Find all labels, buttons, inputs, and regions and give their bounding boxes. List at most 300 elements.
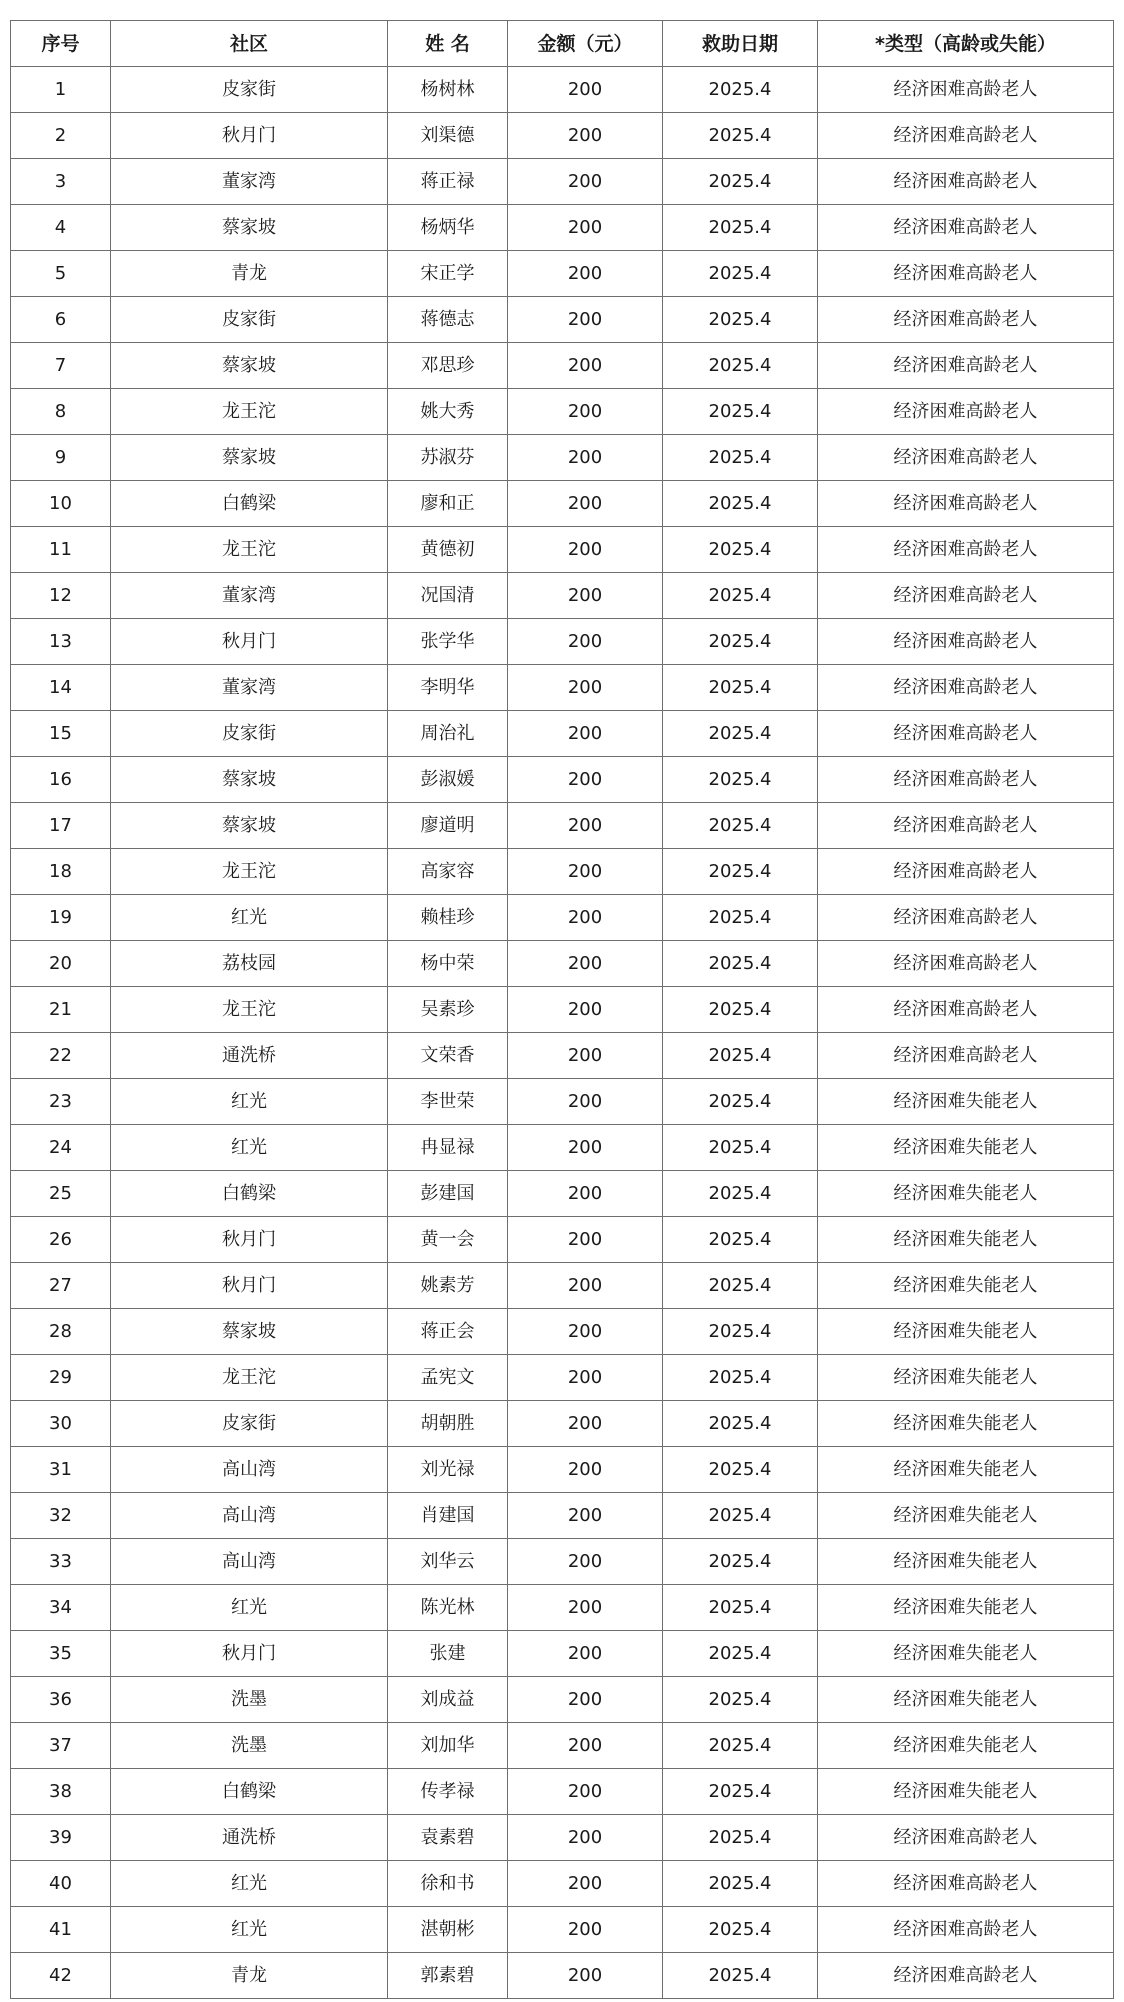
cell-assistance-date: 2025.4 [663, 159, 818, 205]
cell-serial-number: 12 [11, 573, 111, 619]
cell-serial-number: 33 [11, 1539, 111, 1585]
cell-assistance-date: 2025.4 [663, 1033, 818, 1079]
cell-assistance-date: 2025.4 [663, 1723, 818, 1769]
cell-community: 红光 [111, 1125, 388, 1171]
cell-assistance-date: 2025.4 [663, 1447, 818, 1493]
cell-community: 秋月门 [111, 1217, 388, 1263]
cell-serial-number: 5 [11, 251, 111, 297]
cell-community: 蔡家坡 [111, 205, 388, 251]
cell-assistance-date: 2025.4 [663, 895, 818, 941]
cell-assistance-date: 2025.4 [663, 1953, 818, 1999]
cell-community: 董家湾 [111, 573, 388, 619]
cell-serial-number: 13 [11, 619, 111, 665]
cell-assistance-date: 2025.4 [663, 251, 818, 297]
cell-serial-number: 27 [11, 1263, 111, 1309]
cell-name: 徐和书 [388, 1861, 508, 1907]
cell-assistance-date: 2025.4 [663, 757, 818, 803]
cell-type: 经济困难失能老人 [818, 1539, 1114, 1585]
cell-amount: 200 [508, 297, 663, 343]
cell-type: 经济困难高龄老人 [818, 67, 1114, 113]
cell-assistance-date: 2025.4 [663, 1539, 818, 1585]
cell-type: 经济困难高龄老人 [818, 343, 1114, 389]
table-body [11, 67, 1114, 1999]
table-row [11, 1723, 1114, 1769]
cell-amount: 200 [508, 1631, 663, 1677]
table-row [11, 1493, 1114, 1539]
cell-name: 郭素碧 [388, 1953, 508, 1999]
table-row [11, 527, 1114, 573]
cell-assistance-date: 2025.4 [663, 297, 818, 343]
cell-amount: 200 [508, 573, 663, 619]
cell-type: 经济困难高龄老人 [818, 895, 1114, 941]
cell-serial-number: 17 [11, 803, 111, 849]
table-row [11, 389, 1114, 435]
cell-serial-number: 24 [11, 1125, 111, 1171]
cell-assistance-date: 2025.4 [663, 1677, 818, 1723]
cell-type: 经济困难高龄老人 [818, 481, 1114, 527]
cell-name: 刘渠德 [388, 113, 508, 159]
cell-assistance-date: 2025.4 [663, 1401, 818, 1447]
cell-name: 孟宪文 [388, 1355, 508, 1401]
cell-name: 刘加华 [388, 1723, 508, 1769]
cell-amount: 200 [508, 435, 663, 481]
cell-type: 经济困难高龄老人 [818, 757, 1114, 803]
cell-amount: 200 [508, 527, 663, 573]
cell-assistance-date: 2025.4 [663, 1125, 818, 1171]
cell-amount: 200 [508, 389, 663, 435]
cell-assistance-date: 2025.4 [663, 619, 818, 665]
cell-community: 蔡家坡 [111, 343, 388, 389]
cell-community: 通洗桥 [111, 1815, 388, 1861]
cell-assistance-date: 2025.4 [663, 1355, 818, 1401]
cell-type: 经济困难高龄老人 [818, 1861, 1114, 1907]
cell-serial-number: 41 [11, 1907, 111, 1953]
cell-amount: 200 [508, 1033, 663, 1079]
cell-name: 肖建国 [388, 1493, 508, 1539]
cell-name: 黄德初 [388, 527, 508, 573]
table-row [11, 1953, 1114, 1999]
cell-type: 经济困难高龄老人 [818, 251, 1114, 297]
table-row [11, 1677, 1114, 1723]
cell-name: 吴素珍 [388, 987, 508, 1033]
cell-assistance-date: 2025.4 [663, 67, 818, 113]
cell-name: 陈光林 [388, 1585, 508, 1631]
cell-name: 李世荣 [388, 1079, 508, 1125]
cell-community: 红光 [111, 1907, 388, 1953]
cell-community: 龙王沱 [111, 1355, 388, 1401]
cell-community: 洗墨 [111, 1677, 388, 1723]
cell-community: 皮家街 [111, 1401, 388, 1447]
cell-name: 杨炳华 [388, 205, 508, 251]
cell-serial-number: 40 [11, 1861, 111, 1907]
cell-community: 红光 [111, 895, 388, 941]
cell-amount: 200 [508, 849, 663, 895]
cell-community: 青龙 [111, 251, 388, 297]
cell-serial-number: 37 [11, 1723, 111, 1769]
cell-name: 蒋正会 [388, 1309, 508, 1355]
cell-community: 蔡家坡 [111, 803, 388, 849]
cell-type: 经济困难高龄老人 [818, 297, 1114, 343]
cell-community: 红光 [111, 1079, 388, 1125]
cell-community: 高山湾 [111, 1539, 388, 1585]
cell-serial-number: 28 [11, 1309, 111, 1355]
table-row [11, 1355, 1114, 1401]
cell-assistance-date: 2025.4 [663, 113, 818, 159]
assistance-roster-table [10, 20, 1114, 1999]
table-row [11, 1769, 1114, 1815]
cell-name: 赖桂珍 [388, 895, 508, 941]
cell-serial-number: 35 [11, 1631, 111, 1677]
cell-serial-number: 21 [11, 987, 111, 1033]
cell-assistance-date: 2025.4 [663, 1309, 818, 1355]
cell-community: 蔡家坡 [111, 1309, 388, 1355]
cell-serial-number: 34 [11, 1585, 111, 1631]
cell-assistance-date: 2025.4 [663, 1263, 818, 1309]
cell-serial-number: 4 [11, 205, 111, 251]
table-row [11, 205, 1114, 251]
cell-amount: 200 [508, 1217, 663, 1263]
cell-amount: 200 [508, 1355, 663, 1401]
cell-amount: 200 [508, 1309, 663, 1355]
cell-serial-number: 20 [11, 941, 111, 987]
table-row [11, 573, 1114, 619]
cell-community: 红光 [111, 1861, 388, 1907]
table-row [11, 941, 1114, 987]
header-assistance-date: 救助日期 [663, 21, 818, 67]
cell-name: 湛朝彬 [388, 1907, 508, 1953]
cell-assistance-date: 2025.4 [663, 343, 818, 389]
cell-name: 姚大秀 [388, 389, 508, 435]
cell-name: 张学华 [388, 619, 508, 665]
cell-type: 经济困难失能老人 [818, 1401, 1114, 1447]
cell-community: 皮家街 [111, 67, 388, 113]
cell-community: 白鹤梁 [111, 1171, 388, 1217]
cell-name: 刘华云 [388, 1539, 508, 1585]
cell-amount: 200 [508, 895, 663, 941]
cell-amount: 200 [508, 481, 663, 527]
cell-name: 李明华 [388, 665, 508, 711]
cell-type: 经济困难失能老人 [818, 1677, 1114, 1723]
table-row [11, 251, 1114, 297]
cell-type: 经济困难高龄老人 [818, 1953, 1114, 1999]
cell-type: 经济困难失能老人 [818, 1171, 1114, 1217]
cell-name: 杨中荣 [388, 941, 508, 987]
cell-name: 苏淑芬 [388, 435, 508, 481]
header-type: *类型（高龄或失能） [818, 21, 1114, 67]
table-row [11, 895, 1114, 941]
cell-type: 经济困难高龄老人 [818, 803, 1114, 849]
cell-community: 蔡家坡 [111, 757, 388, 803]
cell-amount: 200 [508, 757, 663, 803]
cell-serial-number: 2 [11, 113, 111, 159]
cell-community: 龙王沱 [111, 527, 388, 573]
cell-name: 刘成益 [388, 1677, 508, 1723]
cell-community: 高山湾 [111, 1493, 388, 1539]
cell-community: 董家湾 [111, 159, 388, 205]
cell-serial-number: 39 [11, 1815, 111, 1861]
cell-amount: 200 [508, 1263, 663, 1309]
cell-serial-number: 18 [11, 849, 111, 895]
cell-assistance-date: 2025.4 [663, 665, 818, 711]
cell-amount: 200 [508, 1953, 663, 1999]
cell-community: 龙王沱 [111, 849, 388, 895]
table-row [11, 1309, 1114, 1355]
table-row [11, 67, 1114, 113]
table-row [11, 1907, 1114, 1953]
cell-type: 经济困难高龄老人 [818, 665, 1114, 711]
cell-assistance-date: 2025.4 [663, 1217, 818, 1263]
cell-assistance-date: 2025.4 [663, 205, 818, 251]
cell-name: 胡朝胜 [388, 1401, 508, 1447]
cell-serial-number: 9 [11, 435, 111, 481]
cell-name: 宋正学 [388, 251, 508, 297]
cell-community: 秋月门 [111, 619, 388, 665]
cell-amount: 200 [508, 67, 663, 113]
cell-serial-number: 38 [11, 1769, 111, 1815]
cell-assistance-date: 2025.4 [663, 527, 818, 573]
cell-serial-number: 3 [11, 159, 111, 205]
cell-type: 经济困难失能老人 [818, 1493, 1114, 1539]
cell-community: 青龙 [111, 1953, 388, 1999]
cell-assistance-date: 2025.4 [663, 1861, 818, 1907]
cell-amount: 200 [508, 343, 663, 389]
table-row [11, 297, 1114, 343]
cell-serial-number: 8 [11, 389, 111, 435]
cell-name: 传孝禄 [388, 1769, 508, 1815]
cell-serial-number: 16 [11, 757, 111, 803]
cell-name: 文荣香 [388, 1033, 508, 1079]
cell-community: 龙王沱 [111, 987, 388, 1033]
table-row [11, 1171, 1114, 1217]
table-row [11, 1263, 1114, 1309]
cell-name: 廖道明 [388, 803, 508, 849]
cell-amount: 200 [508, 1539, 663, 1585]
cell-type: 经济困难高龄老人 [818, 941, 1114, 987]
header-amount: 金额（元） [508, 21, 663, 67]
cell-amount: 200 [508, 1125, 663, 1171]
cell-serial-number: 31 [11, 1447, 111, 1493]
cell-assistance-date: 2025.4 [663, 1079, 818, 1125]
cell-serial-number: 25 [11, 1171, 111, 1217]
cell-community: 洗墨 [111, 1723, 388, 1769]
cell-type: 经济困难失能老人 [818, 1125, 1114, 1171]
document-sheet [10, 20, 1113, 1999]
cell-amount: 200 [508, 619, 663, 665]
table-row [11, 481, 1114, 527]
cell-community: 秋月门 [111, 113, 388, 159]
cell-assistance-date: 2025.4 [663, 849, 818, 895]
cell-assistance-date: 2025.4 [663, 573, 818, 619]
cell-community: 皮家街 [111, 297, 388, 343]
table-row [11, 665, 1114, 711]
table-row [11, 1585, 1114, 1631]
table-row [11, 1217, 1114, 1263]
cell-community: 红光 [111, 1585, 388, 1631]
table-row [11, 1447, 1114, 1493]
table-row [11, 619, 1114, 665]
table-row [11, 1079, 1114, 1125]
cell-type: 经济困难失能老人 [818, 1217, 1114, 1263]
cell-type: 经济困难失能老人 [818, 1631, 1114, 1677]
cell-name: 黄一会 [388, 1217, 508, 1263]
cell-amount: 200 [508, 1769, 663, 1815]
cell-type: 经济困难高龄老人 [818, 113, 1114, 159]
cell-type: 经济困难失能老人 [818, 1447, 1114, 1493]
header-name: 姓 名 [388, 21, 508, 67]
cell-assistance-date: 2025.4 [663, 1907, 818, 1953]
cell-community: 高山湾 [111, 1447, 388, 1493]
cell-name: 廖和正 [388, 481, 508, 527]
cell-serial-number: 19 [11, 895, 111, 941]
table-row [11, 113, 1114, 159]
cell-assistance-date: 2025.4 [663, 1769, 818, 1815]
cell-community: 董家湾 [111, 665, 388, 711]
cell-assistance-date: 2025.4 [663, 1815, 818, 1861]
cell-name: 高家容 [388, 849, 508, 895]
cell-name: 袁素碧 [388, 1815, 508, 1861]
cell-type: 经济困难高龄老人 [818, 849, 1114, 895]
cell-amount: 200 [508, 1815, 663, 1861]
cell-assistance-date: 2025.4 [663, 941, 818, 987]
cell-community: 白鹤梁 [111, 1769, 388, 1815]
cell-assistance-date: 2025.4 [663, 711, 818, 757]
cell-assistance-date: 2025.4 [663, 435, 818, 481]
cell-serial-number: 6 [11, 297, 111, 343]
cell-serial-number: 22 [11, 1033, 111, 1079]
cell-community: 通洗桥 [111, 1033, 388, 1079]
cell-amount: 200 [508, 1861, 663, 1907]
table-header [11, 21, 1114, 67]
cell-type: 经济困难失能老人 [818, 1723, 1114, 1769]
cell-type: 经济困难失能老人 [818, 1079, 1114, 1125]
table-row [11, 757, 1114, 803]
cell-name: 刘光禄 [388, 1447, 508, 1493]
header-community: 社区 [111, 21, 388, 67]
table-row [11, 343, 1114, 389]
cell-type: 经济困难高龄老人 [818, 205, 1114, 251]
cell-type: 经济困难失能老人 [818, 1769, 1114, 1815]
cell-amount: 200 [508, 1447, 663, 1493]
cell-type: 经济困难高龄老人 [818, 389, 1114, 435]
cell-amount: 200 [508, 251, 663, 297]
cell-amount: 200 [508, 205, 663, 251]
cell-type: 经济困难失能老人 [818, 1263, 1114, 1309]
cell-type: 经济困难高龄老人 [818, 1815, 1114, 1861]
cell-community: 秋月门 [111, 1631, 388, 1677]
cell-community: 白鹤梁 [111, 481, 388, 527]
header-serial-number: 序号 [11, 21, 111, 67]
table-row [11, 1539, 1114, 1585]
cell-type: 经济困难高龄老人 [818, 527, 1114, 573]
cell-amount: 200 [508, 1677, 663, 1723]
table-row [11, 1631, 1114, 1677]
table-row [11, 849, 1114, 895]
cell-community: 蔡家坡 [111, 435, 388, 481]
cell-type: 经济困难高龄老人 [818, 435, 1114, 481]
cell-amount: 200 [508, 711, 663, 757]
cell-type: 经济困难失能老人 [818, 1585, 1114, 1631]
table-row [11, 159, 1114, 205]
cell-amount: 200 [508, 987, 663, 1033]
table-row [11, 711, 1114, 757]
table-row [11, 803, 1114, 849]
cell-amount: 200 [508, 1907, 663, 1953]
cell-name: 周治礼 [388, 711, 508, 757]
table-row [11, 1861, 1114, 1907]
cell-type: 经济困难失能老人 [818, 1309, 1114, 1355]
cell-serial-number: 14 [11, 665, 111, 711]
cell-serial-number: 7 [11, 343, 111, 389]
cell-amount: 200 [508, 1493, 663, 1539]
cell-assistance-date: 2025.4 [663, 1585, 818, 1631]
cell-type: 经济困难高龄老人 [818, 159, 1114, 205]
cell-serial-number: 42 [11, 1953, 111, 1999]
cell-serial-number: 11 [11, 527, 111, 573]
cell-type: 经济困难高龄老人 [818, 573, 1114, 619]
cell-name: 彭淑媛 [388, 757, 508, 803]
cell-amount: 200 [508, 803, 663, 849]
cell-type: 经济困难高龄老人 [818, 987, 1114, 1033]
cell-assistance-date: 2025.4 [663, 987, 818, 1033]
cell-community: 皮家街 [111, 711, 388, 757]
cell-assistance-date: 2025.4 [663, 1493, 818, 1539]
cell-serial-number: 15 [11, 711, 111, 757]
cell-type: 经济困难失能老人 [818, 1355, 1114, 1401]
cell-amount: 200 [508, 1171, 663, 1217]
cell-type: 经济困难高龄老人 [818, 1033, 1114, 1079]
cell-amount: 200 [508, 1585, 663, 1631]
table-row [11, 987, 1114, 1033]
cell-community: 龙王沱 [111, 389, 388, 435]
cell-name: 冉显禄 [388, 1125, 508, 1171]
cell-community: 荔枝园 [111, 941, 388, 987]
cell-name: 蒋正禄 [388, 159, 508, 205]
cell-type: 经济困难高龄老人 [818, 619, 1114, 665]
cell-amount: 200 [508, 941, 663, 987]
table-row [11, 435, 1114, 481]
cell-amount: 200 [508, 1401, 663, 1447]
cell-serial-number: 32 [11, 1493, 111, 1539]
cell-name: 姚素芳 [388, 1263, 508, 1309]
table-row [11, 1033, 1114, 1079]
table-row [11, 1401, 1114, 1447]
cell-type: 经济困难高龄老人 [818, 1907, 1114, 1953]
cell-amount: 200 [508, 1079, 663, 1125]
cell-name: 况国清 [388, 573, 508, 619]
cell-amount: 200 [508, 1723, 663, 1769]
cell-name: 邓思珍 [388, 343, 508, 389]
cell-name: 蒋德志 [388, 297, 508, 343]
cell-name: 张建 [388, 1631, 508, 1677]
cell-serial-number: 10 [11, 481, 111, 527]
cell-name: 杨树林 [388, 67, 508, 113]
cell-community: 秋月门 [111, 1263, 388, 1309]
cell-serial-number: 36 [11, 1677, 111, 1723]
cell-type: 经济困难高龄老人 [818, 711, 1114, 757]
cell-assistance-date: 2025.4 [663, 389, 818, 435]
cell-assistance-date: 2025.4 [663, 481, 818, 527]
cell-amount: 200 [508, 665, 663, 711]
table-row [11, 1125, 1114, 1171]
cell-serial-number: 30 [11, 1401, 111, 1447]
cell-amount: 200 [508, 159, 663, 205]
cell-serial-number: 1 [11, 67, 111, 113]
cell-amount: 200 [508, 113, 663, 159]
header-row [11, 21, 1114, 67]
cell-serial-number: 26 [11, 1217, 111, 1263]
cell-serial-number: 29 [11, 1355, 111, 1401]
cell-serial-number: 23 [11, 1079, 111, 1125]
